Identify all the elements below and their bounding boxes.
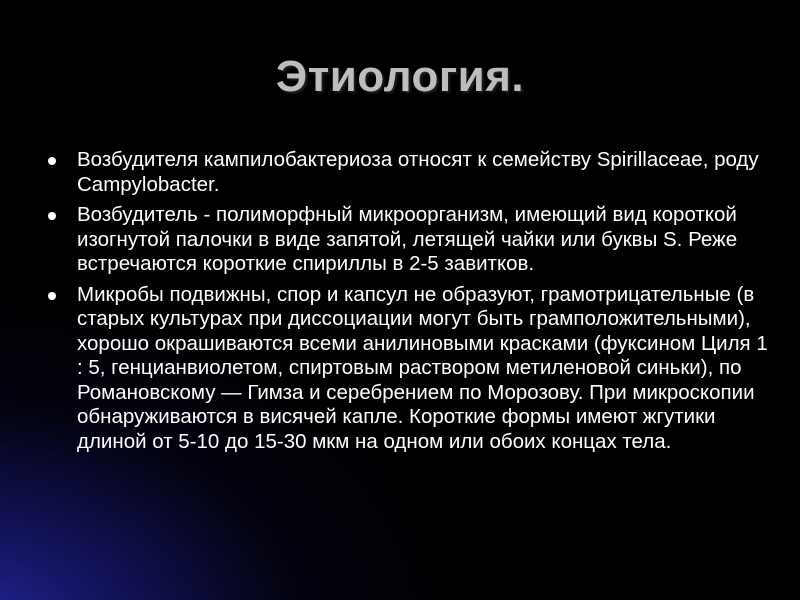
bullet-dot-icon	[48, 157, 56, 165]
bullet-text: Возбудителя кампилобактериоза относят к семейству Spirillaceae, роду Campylobacter.	[77, 148, 759, 196]
bullet-dot-icon	[48, 292, 56, 300]
bullet-item-1	[48, 148, 768, 197]
slide-title: Этиология.	[275, 52, 525, 101]
bullet-item-3	[48, 283, 768, 455]
bullet-text: Возбудитель - полиморфный микроорганизм, имеющий вид короткой изогнутой палочки в виде запятой, летящей чайки или буквы S. Реже встречаются короткие спириллы в 2-5 завитков.	[77, 203, 738, 275]
bullet-text: Микробы подвижны, спор и капсул не образуют, грамотрицательные (в старых культурах при диссоциации могут быть грамположительными), хорошо окрашиваются всеми анилиновыми красками (фуксином Циля 1 : 5, генцианвиолетом, спиртовым раствором метиленовой синьки), по Романовскому — Гимза и серебрением по Морозову. При микроскопии обнаруживаются в висячей капле. Короткие формы имеют жгутики длиной от 5-10 до 15-30 мкм на одном или обоих концах тела.	[77, 282, 768, 453]
bullet-dot-icon	[48, 212, 56, 220]
bullet-list	[48, 148, 768, 460]
bullet-item-2	[48, 203, 768, 277]
